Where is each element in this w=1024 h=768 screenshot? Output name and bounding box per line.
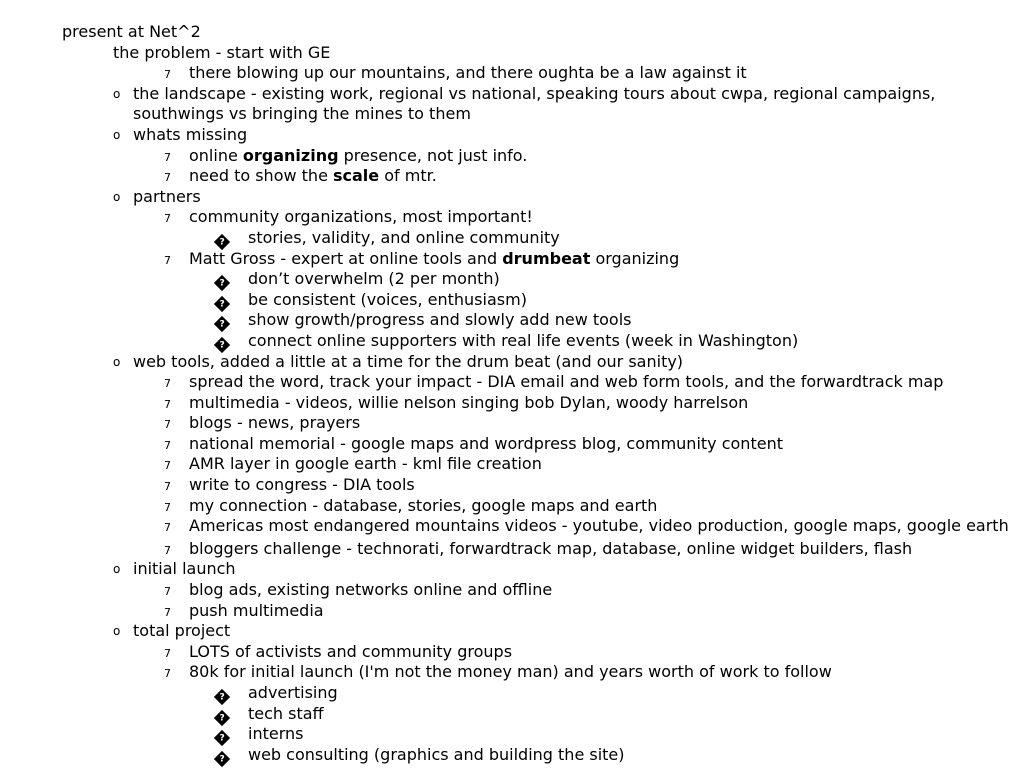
outline-item-level-2	[0, 146, 1024, 167]
diamond-question-mark: ?	[219, 236, 225, 247]
diamond-question-mark: ?	[219, 297, 225, 309]
item-text: Matt Gross - expert at online tools and	[189, 248, 503, 268]
item-text: write to congress - DIA tools	[189, 475, 415, 495]
outline-item-level-2	[0, 642, 1024, 663]
item-text: blogs - news, prayers	[189, 413, 361, 433]
outline-item-level-2	[0, 516, 1024, 539]
seven-bullet-icon: 7	[164, 500, 171, 514]
outline-item-level-2	[0, 662, 1024, 683]
seven-bullet-icon: 7	[164, 397, 171, 411]
diamond-question-mark: ?	[219, 753, 225, 764]
outline-item-level-3	[0, 228, 1024, 249]
outline-item-level-2	[0, 580, 1024, 601]
item-text: need to show the	[189, 166, 333, 186]
item-text: show growth/progress and slowly add new tools	[248, 310, 632, 330]
outline-item-level-3	[0, 331, 1024, 352]
outline-item-level-1	[0, 621, 1024, 642]
circle-bullet-icon: o	[113, 86, 121, 101]
replacement-char-bullet-icon	[215, 310, 248, 331]
item-text: presence, not just info.	[338, 145, 528, 165]
item-text: blog ads, existing networks online and offline	[189, 580, 553, 600]
replacement-char-bullet-icon	[215, 331, 248, 352]
item-text: bloggers challenge - technorati, forwardtrack map, database, online widget builders, flash	[189, 538, 913, 558]
seven-bullet-icon: 7	[164, 543, 171, 557]
seven-bullet-icon: 7	[164, 585, 171, 599]
outline-item-level-2	[0, 434, 1024, 455]
item-text: web consulting (graphics and building the site)	[248, 744, 625, 764]
outline-item-level-3	[0, 269, 1024, 290]
seven-bullet-icon: 7	[164, 212, 171, 226]
circle-bullet-icon: o	[113, 562, 121, 577]
replacement-char-bullet-icon	[215, 704, 248, 725]
circle-bullet-icon: o	[113, 624, 121, 639]
seven-bullet-icon: 7	[164, 605, 171, 619]
outline-item-level-1	[0, 43, 1024, 64]
seven-bullet-icon: 7	[164, 667, 171, 681]
outline-item-level-2	[0, 454, 1024, 475]
item-text: tech staff	[248, 703, 324, 723]
seven-bullet-icon: 7	[164, 253, 171, 267]
seven-bullet-icon: 7	[164, 150, 171, 164]
item-text: organizing	[590, 248, 680, 268]
item-text: online	[189, 145, 243, 165]
outline-item-level-3	[0, 724, 1024, 745]
seven-bullet-icon: 7	[164, 646, 171, 660]
diamond-question-mark: ?	[219, 318, 225, 330]
seven-bullet-icon: 7	[164, 418, 171, 432]
item-text: present at Net^2	[62, 22, 201, 41]
item-text: national memorial - google maps and wordpress blog, community content	[189, 433, 783, 453]
outline-item-level-2	[0, 475, 1024, 496]
outline-item-level-3	[0, 745, 1024, 766]
item-text: LOTS of activists and community groups	[189, 641, 513, 661]
item-text: connect online supporters with real life events (week in Washington)	[248, 330, 799, 350]
outline-item-level-1	[0, 352, 1024, 373]
circle-bullet-icon: o	[113, 354, 121, 369]
item-text: partners	[133, 186, 201, 206]
item-text: whats missing	[133, 124, 248, 144]
replacement-char-bullet-icon	[215, 745, 248, 766]
item-text: 80k for initial launch (I'm not the money man) and years worth of work to follow	[189, 662, 832, 682]
outline-heading	[0, 22, 1024, 43]
outline-item-level-2	[0, 63, 1024, 84]
item-text: advertising	[248, 683, 338, 702]
replacement-char-bullet-icon	[215, 290, 248, 311]
diamond-question-mark: ?	[219, 277, 225, 289]
seven-bullet-icon: 7	[164, 377, 171, 391]
seven-bullet-icon: 7	[164, 68, 171, 82]
item-text: there blowing up our mountains, and there oughta be a law against it	[189, 63, 747, 83]
item-text: the landscape - existing work, regional vs national, speaking tours about cwpa, regional campaigns, southwings vs bringing the mines to them	[133, 83, 936, 124]
bold-text: drumbeat	[502, 248, 591, 268]
seven-bullet-icon: 7	[164, 521, 171, 535]
item-text: the problem - start with GE	[113, 42, 331, 62]
replacement-char-bullet-icon	[215, 269, 248, 290]
replacement-char-bullet-icon	[215, 683, 248, 704]
outline-item-level-1	[0, 84, 1024, 125]
outline-item-level-2	[0, 601, 1024, 622]
diamond-question-mark: ?	[219, 711, 225, 723]
seven-bullet-icon: 7	[164, 480, 171, 494]
outline-item-level-3	[0, 683, 1024, 704]
outline-item-level-2	[0, 166, 1024, 187]
item-text: initial launch	[133, 559, 236, 579]
diamond-question-mark: ?	[219, 732, 225, 744]
item-text: stories, validity, and online community	[248, 227, 560, 247]
outline-item-level-2	[0, 413, 1024, 434]
outline-item-level-2	[0, 372, 1024, 393]
bold-text: organizing	[242, 145, 339, 165]
outline-item-level-1	[0, 125, 1024, 146]
seven-bullet-icon: 7	[164, 171, 171, 185]
item-text: web tools, added a little at a time for the drum beat (and our sanity)	[133, 351, 684, 371]
item-text: be consistent (voices, enthusiasm)	[248, 289, 527, 309]
item-text: spread the word, track your impact - DIA email and web form tools, and the forwardtrack map	[189, 372, 944, 392]
outline-item-level-2	[0, 539, 1024, 560]
outline-document	[0, 22, 1024, 765]
seven-bullet-icon: 7	[164, 438, 171, 452]
circle-bullet-icon: o	[113, 189, 121, 204]
item-text: total project	[133, 621, 231, 641]
item-text: community organizations, most important!	[189, 207, 533, 227]
item-text: Americas most endangered mountains videos - youtube, video production, google maps, google earth	[189, 516, 1009, 536]
outline-item-level-1	[0, 559, 1024, 580]
outline-item-level-3	[0, 704, 1024, 725]
circle-bullet-icon: o	[113, 127, 121, 142]
outline-item-level-3	[0, 310, 1024, 331]
item-text: AMR layer in google earth - kml file creation	[189, 454, 542, 474]
outline-item-level-1	[0, 187, 1024, 208]
outline-item-level-2	[0, 393, 1024, 414]
outline-item-level-2	[0, 249, 1024, 270]
replacement-char-bullet-icon	[215, 724, 248, 745]
item-text: of mtr.	[379, 166, 437, 186]
outline-item-level-3	[0, 290, 1024, 311]
item-text: my connection - database, stories, google maps and earth	[189, 495, 658, 515]
item-text: don’t overwhelm (2 per month)	[248, 269, 500, 289]
item-text: multimedia - videos, willie nelson singing bob Dylan, woody harrelson	[189, 392, 749, 412]
item-text: push multimedia	[189, 600, 324, 620]
diamond-question-mark: ?	[219, 691, 225, 702]
replacement-char-bullet-icon	[215, 228, 248, 249]
outline-item-level-2	[0, 496, 1024, 517]
item-text: interns	[248, 724, 304, 744]
diamond-question-icon	[214, 751, 230, 767]
bold-text: scale	[333, 166, 380, 186]
seven-bullet-icon: 7	[164, 459, 171, 473]
diamond-question-mark: ?	[219, 339, 225, 350]
outline-item-level-2	[0, 207, 1024, 228]
